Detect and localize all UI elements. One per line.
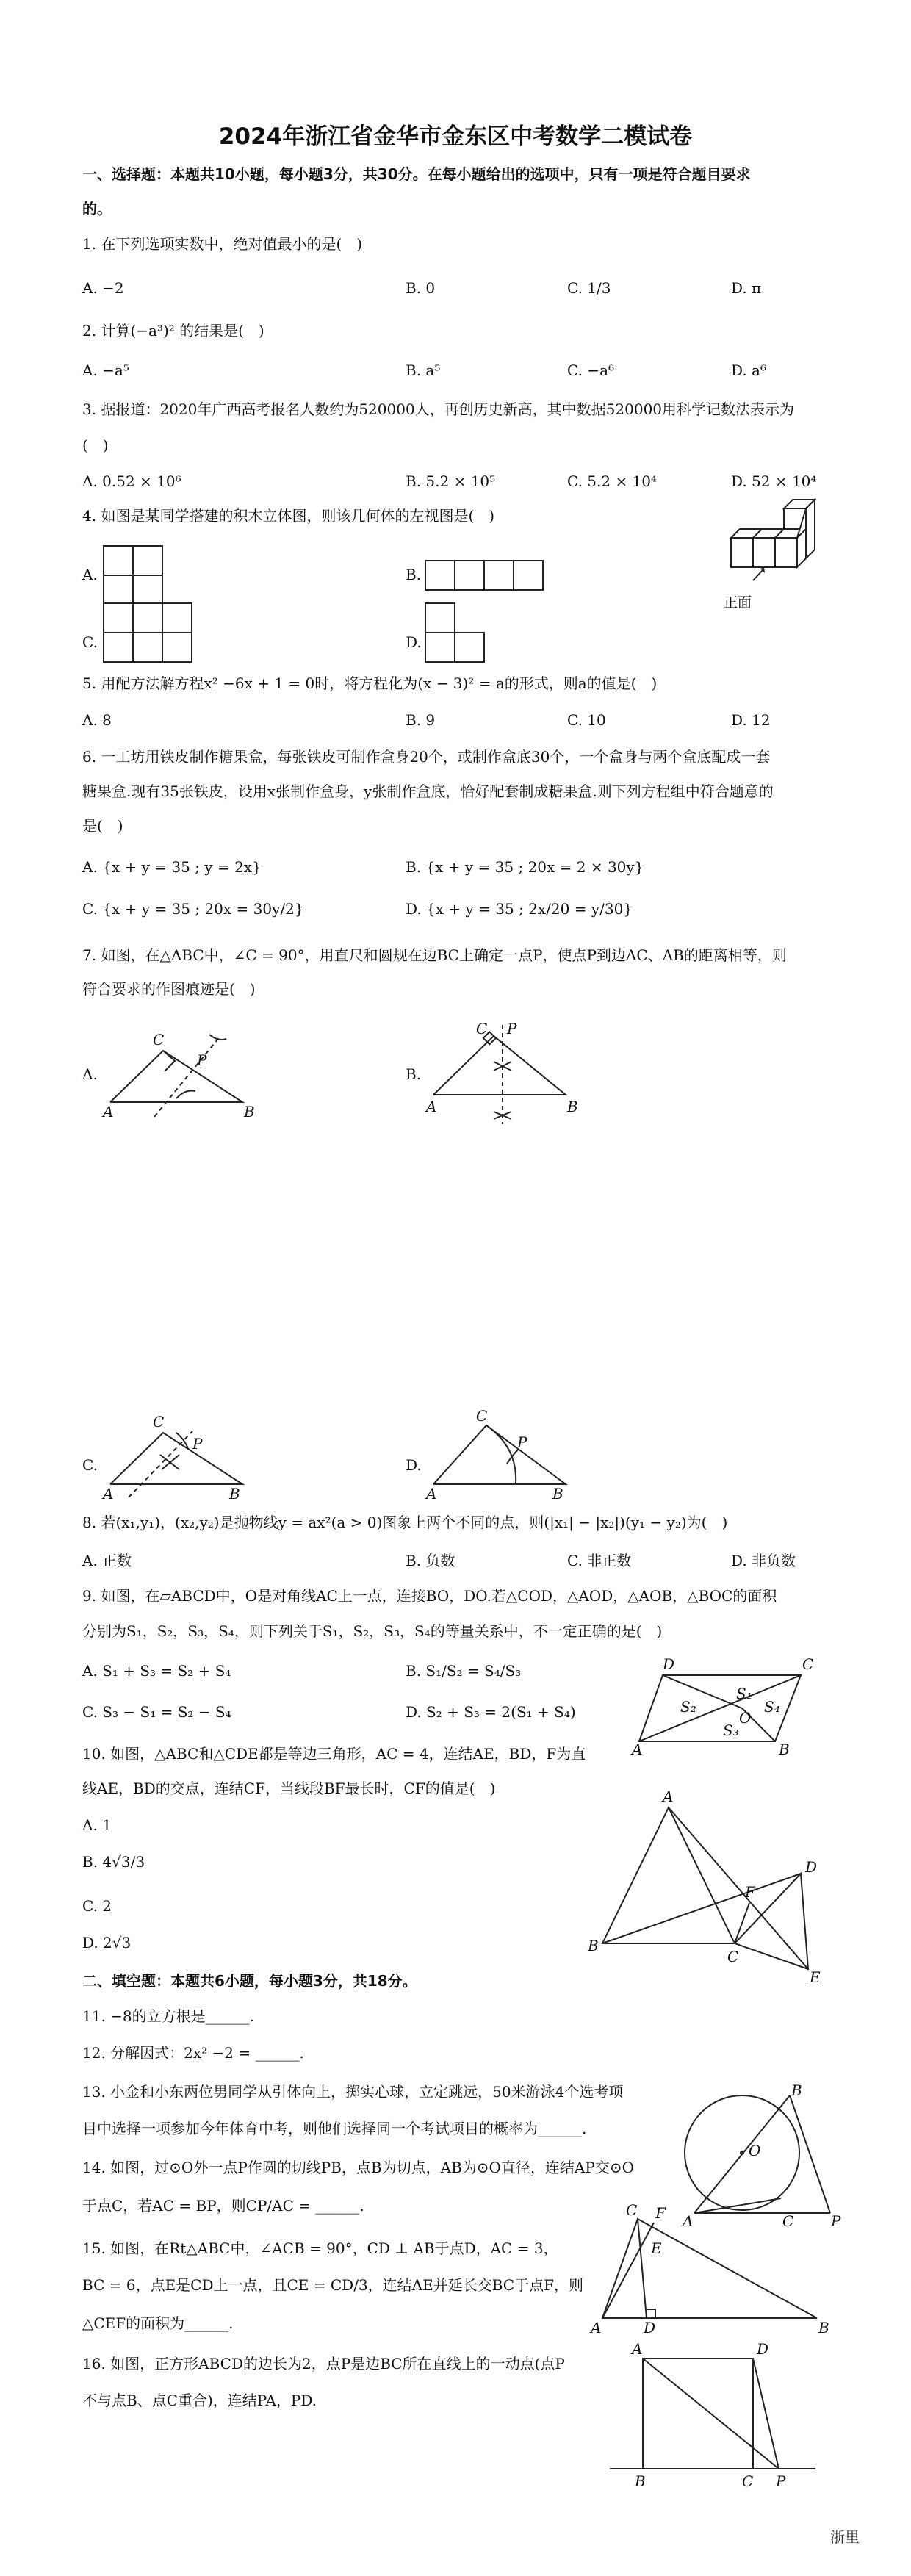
q7-option-c: C. [82,1456,98,1474]
q5-stem: 5. 用配方法解方程x² −6x + 1 = 0时，将方程化为(x − 3)² = a的形式，则a的值是( ) [82,674,658,692]
q5-option-c: C. 10 [567,711,606,729]
svg-text:B: B [552,1485,563,1503]
svg-text:B: B [635,2472,646,2490]
q4-option-c: C. [82,633,98,651]
svg-text:D: D [805,1858,818,1876]
q3-stem: 3. 据报道：2020年广西高考报名人数约为520000人，再创历史新高，其中数据520000用科学记数法表示为 [82,400,795,418]
q4-option-d: D. [406,633,422,651]
svg-text:C: C [727,1948,739,1965]
q9-parallelogram-figure [632,1653,815,1756]
q2-option-a: A. −a⁵ [82,361,129,379]
q8-option-d: D. 非负数 [731,1552,796,1569]
q7-option-b: B. [406,1065,422,1083]
q6-option-a: A. {x + y = 35 ; y = 2x} [82,858,262,876]
page-footer: 浙里 [830,2528,860,2546]
svg-text:A: A [663,1788,674,1805]
svg-text:C: C [153,1031,165,1048]
q12-text: 12. 分解因式：2x² −2 = ______. [82,2044,304,2062]
q1-option-b: B. 0 [406,279,436,297]
q7-figure-d [426,1403,588,1503]
q10-stem-2: 线AE，BD的交点，连结CF，当线段BF最长时，CF的值是( ) [82,1780,496,1797]
q10-option-b: B. 4√3/3 [82,1853,145,1871]
q4-stem: 4. 如图是某同学搭建的积木立体图，则该几何体的左视图是( ) [82,507,495,525]
q1-option-c: C. 1/3 [567,279,611,297]
q13-line2: 目中选择一项参加今年体育中考，则他们选择同一个考试项目的概率为______. [82,2120,587,2137]
q15-triangle-figure [588,2201,830,2336]
svg-text:C: C [626,2201,638,2219]
q15-line1: 15. 如图，在Rt△ABC中，∠ACB = 90°，CD ⊥ AB于点D，AC = 3， [82,2239,558,2257]
q1-stem: 1. 在下列选项实数中，绝对值最小的是( ) [82,235,363,253]
q14-circle-figure [680,2082,841,2230]
svg-text:C: C [742,2472,754,2490]
q6-stem-2: 糖果盒.现有35张铁皮，设用x张制作盒身，y张制作盒底，恰好配套制成糖果盒.则下列方程组中符合题意的 [82,782,774,800]
svg-text:P: P [831,2212,841,2230]
q10-stem: 10. 如图，△ABC和△CDE都是等边三角形，AC = 4，连结AE，BD，F为直 [82,1745,586,1763]
svg-text:C: C [476,1407,488,1425]
svg-text:B: B [229,1485,240,1503]
svg-text:S₄: S₄ [764,1698,780,1716]
q7-stem-2: 符合要求的作图痕迹是( ) [82,980,256,998]
q1-option-a: A. −2 [82,279,124,297]
svg-text:B: B [779,1741,790,1758]
q3-option-c: C. 5.2 × 10⁴ [567,472,658,490]
svg-text:B: B [791,2082,802,2099]
svg-text:C: C [782,2212,794,2230]
q6-stem: 6. 一工坊用铁皮制作糖果盒，每张铁皮可制作盒身20个，或制作盒底30个，一个盒身与两个盒底配成一套 [82,748,771,766]
svg-text:A: A [632,2340,643,2358]
q4-solid-figure [724,494,827,589]
q4-figure-c [103,602,192,663]
q6-option-c: C. {x + y = 35 ; 20x = 30y/2} [82,900,304,918]
q4-front-label: 正面 [724,594,752,611]
q3-option-d: D. 52 × 10⁴ [731,472,817,490]
svg-text:C: C [802,1655,814,1673]
svg-text:P: P [197,1051,207,1069]
q2-option-b: B. a⁵ [406,361,441,379]
q5-option-d: D. 12 [731,711,771,729]
q15-line2: BC = 6，点E是CD上一点，且CE = CD/3，连结AE并延长交BC于点F，则 [82,2276,583,2294]
q7-figure-b [426,1018,588,1128]
q4-figure-b [425,560,544,591]
svg-text:B: B [818,2319,829,2336]
q7-stem: 7. 如图，在△ABC中，∠C = 90°，用直尺和圆规在边BC上确定一点P，使点P到边AC、AB的距离相等，则 [82,946,787,964]
svg-text:S₁: S₁ [736,1685,752,1702]
q6-option-b: B. {x + y = 35 ; 20x = 2 × 30y} [406,858,644,876]
q13-line1: 13. 小金和小东两位男同学从引体向上，掷实心球，立定跳远，50米游泳4个选考项 [82,2083,624,2101]
svg-text:E: E [810,1968,821,1986]
svg-text:A: A [103,1485,114,1503]
q9-option-b: B. S₁/S₂ = S₄/S₃ [406,1662,522,1680]
q4-figure-a [103,545,163,605]
q14-line1: 14. 如图，过⊙O外一点P作圆的切线PB，点B为切点，AB为⊙O直径，连结AP交⊙O [82,2159,634,2176]
svg-text:P: P [192,1435,203,1453]
q9-stem: 9. 如图，在▱ABCD中，O是对角线AC上一点，连接BO，DO.若△COD，△AOD，△AOB，△BOC的面积 [82,1587,777,1605]
q2-stem: 2. 计算(−a³)² 的结果是( ) [82,322,264,339]
page-title: 2024年浙江省金华市金东区中考数学二模试卷 [218,123,693,150]
q8-option-a: A. 正数 [82,1552,132,1569]
q4-figure-d [425,602,485,663]
svg-text:S₂: S₂ [680,1698,696,1716]
q10-option-a: A. 1 [82,1816,112,1834]
q2-option-d: D. a⁶ [731,361,766,379]
svg-text:P: P [776,2472,786,2490]
q7-figure-c [103,1403,264,1503]
svg-text:B: B [244,1103,255,1120]
q5-option-b: B. 9 [406,711,436,729]
svg-text:O: O [739,1709,752,1727]
svg-text:A: A [426,1098,437,1115]
q3-option-b: B. 5.2 × 10⁵ [406,472,496,490]
q9-option-d: D. S₂ + S₃ = 2(S₁ + S₄) [406,1703,576,1721]
q4-option-b: B. [406,566,422,583]
q6-stem-3: 是( ) [82,817,123,835]
svg-text:A: A [683,2212,694,2230]
q5-option-a: A. 8 [82,711,112,729]
q16-square-figure [602,2340,823,2491]
svg-text:E: E [651,2239,662,2257]
svg-text:S₃: S₃ [723,1721,739,1739]
q11-text: 11. −8的立方根是______. [82,2007,255,2025]
svg-text:P: P [507,1020,517,1037]
q16-line1: 16. 如图，正方形ABCD的边长为2，点P是边BC所在直线上的一动点(点P [82,2355,565,2372]
q9-option-a: A. S₁ + S₃ = S₂ + S₄ [82,1662,231,1680]
svg-text:D: D [644,2319,656,2336]
q1-option-d: D. π [731,279,762,297]
section1-heading-cont: 的。 [82,200,112,217]
svg-text:F: F [745,1883,755,1901]
q8-option-b: B. 负数 [406,1552,455,1569]
svg-text:D: D [663,1655,675,1673]
q7-option-d: D. [406,1456,422,1474]
q10-option-d: D. 2√3 [82,1934,132,1951]
svg-text:A: A [103,1103,114,1120]
q3-option-a: A. 0.52 × 10⁶ [82,472,181,490]
svg-text:B: B [567,1098,578,1115]
svg-text:O: O [749,2142,761,2159]
q4-option-a: A. [82,566,98,583]
q6-option-d: D. {x + y = 35 ; 2x/20 = y/30} [406,900,633,918]
q7-figure-a [103,1021,264,1120]
q3-stem-2: ( ) [82,436,109,454]
q9-stem-2: 分别为S₁，S₂，S₃，S₄，则下列关于S₁，S₂，S₃，S₄的等量关系中，不一定正确的是( ) [82,1622,663,1640]
svg-text:C: C [153,1413,165,1431]
q10-option-c: C. 2 [82,1897,112,1915]
section2-heading: 二、填空题：本题共6小题，每小题3分，共18分。 [82,1972,417,1990]
q8-stem: 8. 若(x₁,y₁)，(x₂,y₂)是抛物线y = ax²(a > 0)图象上两个不同的点，则(|x₁| − |x₂|)(y₁ − y₂)为( ) [82,1514,728,1531]
svg-text:P: P [517,1433,527,1451]
q16-line2: 不与点B、点C重合)，连结PA，PD. [82,2392,317,2409]
q15-line3: △CEF的面积为______. [82,2314,234,2332]
svg-text:C: C [476,1020,488,1037]
section1-heading: 一、选择题：本题共10小题，每小题3分，共30分。在每小题给出的选项中，只有一项是符合题目要求 [82,165,751,183]
svg-text:A: A [632,1741,643,1758]
svg-text:F: F [655,2204,666,2222]
q9-option-c: C. S₃ − S₁ = S₂ − S₄ [82,1703,231,1721]
svg-text:A: A [426,1485,437,1503]
svg-text:D: D [757,2340,769,2358]
svg-text:B: B [588,1937,599,1954]
q10-triangles-figure [588,1785,830,2006]
q2-option-c: C. −a⁶ [567,361,615,379]
q7-option-a: A. [82,1065,98,1083]
q8-option-c: C. 非正数 [567,1552,632,1569]
q14-line2: 于点C，若AC = BP，则CP/AC = ______. [82,2197,364,2215]
svg-text:A: A [591,2319,602,2336]
